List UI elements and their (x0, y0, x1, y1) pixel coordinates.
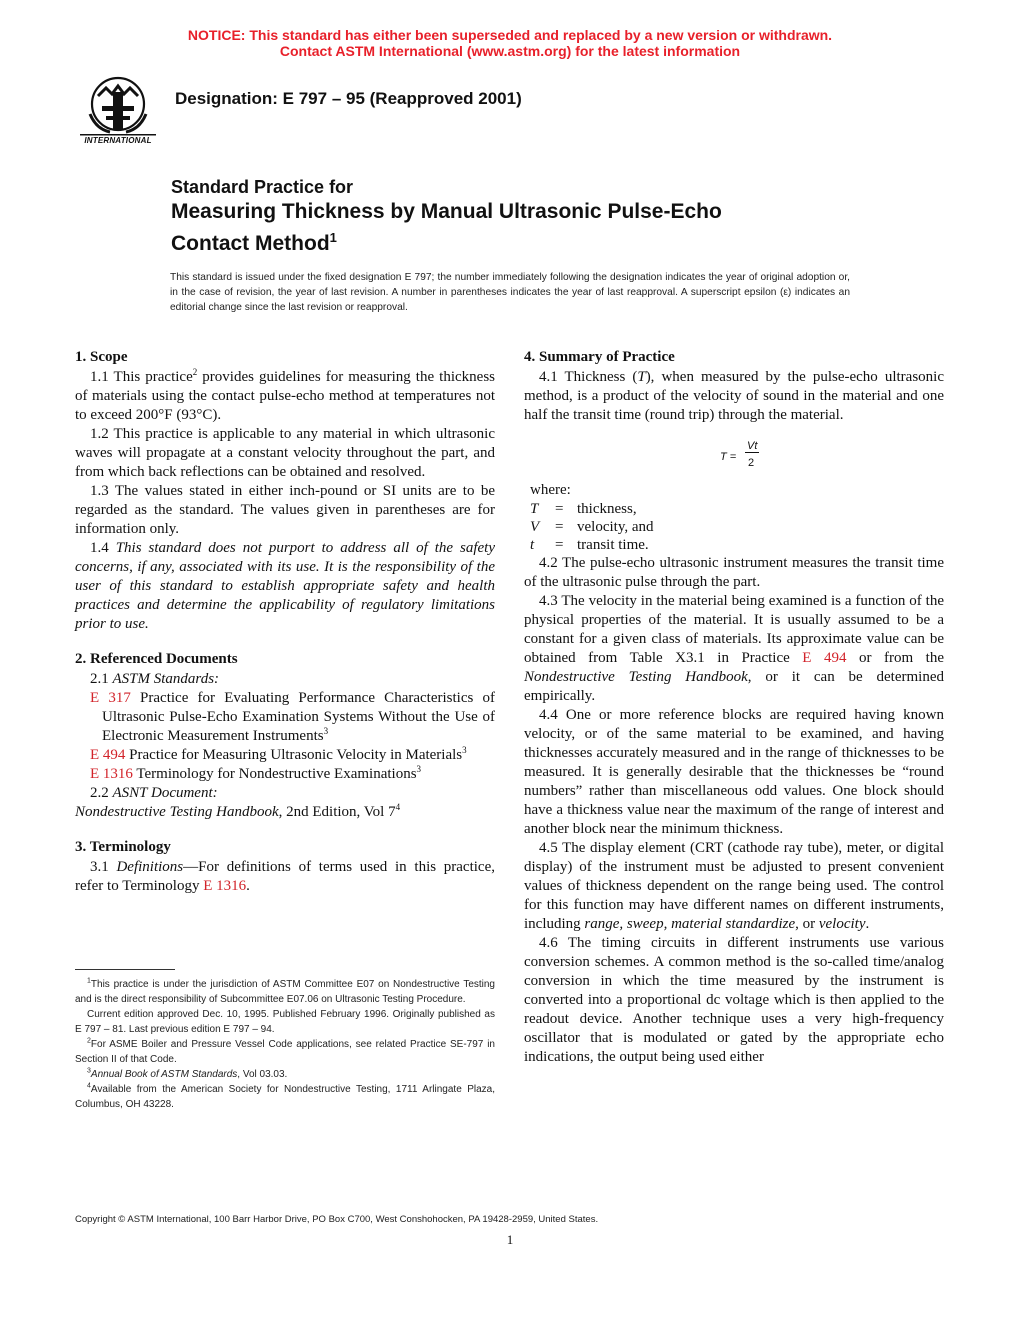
section-referenced-documents (75, 648, 495, 822)
def-symbol: V (530, 519, 540, 535)
def-symbol: t (530, 537, 535, 553)
title-line-3 (171, 225, 722, 257)
right-column (524, 346, 944, 1067)
definition-row (524, 500, 944, 518)
paragraph-1-3: 1.3 The values stated in either inch-pound or SI units are to be regarded as the standard. The values given in parentheses are for information only. (75, 483, 495, 537)
para-text: . (865, 916, 870, 932)
reference-link[interactable]: E 494 (802, 650, 847, 666)
reference-link[interactable]: E 1316 (90, 766, 133, 782)
def-text: transit time. (577, 537, 649, 553)
issuance-note: This standard is issued under the fixed designation E 797; the number immediately following the designation indicates the year of original adoption or, in the case of revision, the year of last revision. A number in parentheses indicates the year of last reapproval. A superscript epsilon (ε) indicates an editorial change since the last revision or reapproval. (170, 272, 850, 313)
control-name: velocity (818, 916, 866, 932)
para-text: —For definitions of terms used in this practice, refer to Terminology (75, 859, 495, 894)
asnt-reference (75, 803, 495, 822)
footnote-2 (75, 1037, 495, 1067)
footnote-mark: 2 (87, 1037, 91, 1045)
section-heading: 3. Terminology (75, 839, 171, 855)
footnote-1-edition: Current edition approved Dec. 10, 1995. Published February 1996. Originally published as E 797 – 81. Last previous edition E 797 – 94. (75, 1009, 495, 1035)
withdrawal-notice (0, 27, 1020, 59)
reference-title: Nondestructive Testing Handbook (524, 669, 748, 685)
def-equals: = (555, 519, 564, 535)
term: Definitions (116, 859, 184, 875)
page-number: 1 (506, 1232, 514, 1247)
control-names: range, sweep, material standardize (584, 916, 796, 932)
reference-detail: , 2nd Edition, Vol 7 (278, 804, 396, 820)
para-num: 1.4 (90, 540, 116, 556)
footnote-ref: 2 (192, 367, 198, 377)
definition-row (524, 536, 944, 554)
title-line-1: Standard Practice for (171, 177, 354, 197)
paragraph-4-1 (524, 368, 944, 425)
equation-denominator: 2 (748, 457, 755, 469)
def-text: thickness, (577, 501, 637, 517)
para-text: provides guidelines for measuring the thickness of materials using the contact pulse-echo method at temperatures not to exceed 200°F (93°C). (75, 369, 496, 423)
footnote-mark: 4 (87, 1082, 91, 1090)
section-heading: 4. Summary of Practice (524, 349, 675, 365)
thickness-equation (524, 425, 944, 481)
paragraph-1-4 (75, 539, 495, 634)
title-line-3-text: Contact Method (171, 232, 330, 255)
para-text: 4.3 The velocity in the material being examined is a function of the physical properties of the material. It is usually assumed to be a constant for a given class of materials. Its approximate value can be obtained from Table X3.1 in Practice (524, 593, 944, 666)
copyright-line: Copyright © ASTM International, 100 Barr Harbor Drive, PO Box C700, West Conshohocken, PA 19428-2959, United States. (75, 1214, 599, 1225)
reference-e1316 (75, 765, 495, 784)
footnote-text: Available from the American Society for Nondestructive Testing, 1711 Arlingate Plaza, Columbus, OH 43228. (75, 1084, 495, 1110)
footnote-mark: 3 (87, 1067, 91, 1075)
designation: Designation: E 797 – 95 (Reapproved 2001) (175, 89, 522, 108)
paragraph-2-2 (75, 784, 495, 803)
paragraph-4-3 (524, 592, 944, 706)
footnote-text: This practice is under the jurisdiction of ASTM Committee E07 on Nondestructive Testing and is the direct responsibility of Subcommittee E07.06 on Ultrasonic Testing Procedure. (75, 979, 495, 1005)
notice-line-2: Contact ASTM International (www.astm.org) for the latest information (279, 43, 741, 59)
footnote-ref: 3 (462, 745, 467, 755)
definition-row (524, 518, 944, 536)
def-symbol: T (530, 501, 539, 517)
section-heading: 2. Referenced Documents (75, 651, 238, 667)
para-text: , or (795, 916, 819, 932)
footnote-ref: 3 (323, 726, 329, 736)
para-text: . (246, 878, 250, 894)
footnote-mark: 1 (87, 977, 91, 985)
paragraph-4-2: 4.2 The pulse-echo ultrasonic instrument measures the transit time of the ultrasonic pulse through the part. (524, 555, 944, 590)
fraction-bar (745, 452, 759, 453)
footnote-1 (75, 977, 495, 1007)
reference-title: Terminology for Nondestructive Examinations (132, 766, 417, 782)
equation-numerator: Vt (747, 440, 758, 452)
reference-title: Nondestructive Testing Handbook (75, 804, 279, 820)
logo-wordmark: INTERNATIONAL (84, 136, 152, 145)
where-label: where: (530, 482, 571, 498)
section-scope (75, 346, 495, 634)
para-text: 4.1 Thickness ( (539, 369, 638, 385)
def-equals: = (555, 537, 564, 553)
para-text: or from the (846, 650, 944, 666)
paragraph-3-1 (75, 858, 495, 896)
equation-lhs: T = (720, 451, 737, 463)
footnote-ref: 3 (416, 764, 422, 774)
paragraph-1-1 (75, 368, 495, 425)
footnotes (75, 977, 495, 1112)
paragraph-2-1 (75, 670, 495, 689)
para-num: 2.2 (90, 785, 113, 801)
def-equals: = (555, 501, 564, 517)
footnote-text: For ASME Boiler and Pressure Vessel Code applications, see related Practice SE-797 in Section II of that Code. (75, 1039, 495, 1065)
para-num: 3.1 (90, 859, 117, 875)
reference-e317 (75, 689, 495, 746)
para-text: 1.1 This practice (90, 369, 193, 385)
para-text: ASTM Standards: (112, 671, 220, 687)
footnote-text: , Vol 03.03. (237, 1069, 288, 1080)
para-num: 2.1 (90, 671, 113, 687)
left-column (75, 346, 495, 910)
def-text: velocity, and (577, 519, 654, 535)
footnote-4 (75, 1082, 495, 1112)
document-title (171, 175, 722, 257)
notice-line-1: NOTICE: This standard has either been superseded and replaced by a new version or withdrawn. (187, 27, 833, 43)
para-text: ASNT Document: (112, 785, 218, 801)
footnote-title: Annual Book of ASTM Standards (90, 1069, 238, 1080)
paragraph-1-2: 1.2 This practice is applicable to any material in which ultrasonic waves will propagate at a constant velocity throughout the part, and from which back reflections can be obtained and resolved. (75, 426, 495, 480)
reference-link[interactable]: E 317 (90, 690, 131, 706)
section-terminology (75, 836, 495, 896)
para-text: ), when measured by the pulse-echo ultrasonic method, is a product of the velocity of sound in the material and one half the transit time (round trip) through the material. (524, 369, 944, 423)
section-heading: 1. Scope (75, 349, 128, 365)
para-text: 4.5 The display element (CRT (cathode ray tube), meter, or digital display) of the instrument must be adjusted to present convenient values of thickness dependent on the range being used. The control for this function may have different names on different instruments, including (524, 840, 944, 932)
footnote-ref: 4 (395, 802, 401, 812)
para-text: , or it can be determined empirically. (524, 669, 944, 704)
footnote-divider (75, 969, 175, 970)
reference-e494 (75, 746, 495, 765)
para-text: This standard does not purport to address all of the safety concerns, if any, associated with its use. It is the responsibility of the user of this standard to establish appropriate safety and health practices and determine the applicability of regulatory limitations prior to use. (75, 540, 496, 632)
reference-title: Practice for Measuring Ultrasonic Velocity in Materials (125, 747, 463, 763)
reference-title: Practice for Evaluating Performance Characteristics of Ultrasonic Pulse-Echo Examination Systems Without the Use of Electronic Measurement Instruments (102, 690, 495, 744)
title-line-2: Measuring Thickness by Manual Ultrasonic Pulse-Echo (171, 200, 722, 223)
footnote-3 (75, 1067, 495, 1082)
paragraph-4-4: 4.4 One or more reference blocks are required having known velocity, or of the same material to be examined, and having thicknesses accurately measured and in the range of thicknesses to be measured. It is generally desirable that the thicknesses be “round numbers” rather than miscellaneous odd values. One block should have a thickness value near the maximum of the range of interest and another block near the minimum thickness. (524, 707, 944, 837)
paragraph-4-5 (524, 839, 944, 934)
reference-link[interactable]: E 494 (90, 747, 126, 763)
reference-link[interactable]: E 1316 (203, 878, 247, 894)
paragraph-4-6: 4.6 The timing circuits in different instruments use various conversion schemes. A common method is the so-called time/analog conversion in which the time measured by the instrument is converted into a proportional dc voltage which is then applied to the readout device. Another technique uses a very high-frequency oscillator that is modulated or gated by the appropriate echo indications, the output being used either (524, 935, 944, 1065)
symbol: T (637, 369, 646, 385)
title-footnote-mark: 1 (329, 230, 337, 245)
